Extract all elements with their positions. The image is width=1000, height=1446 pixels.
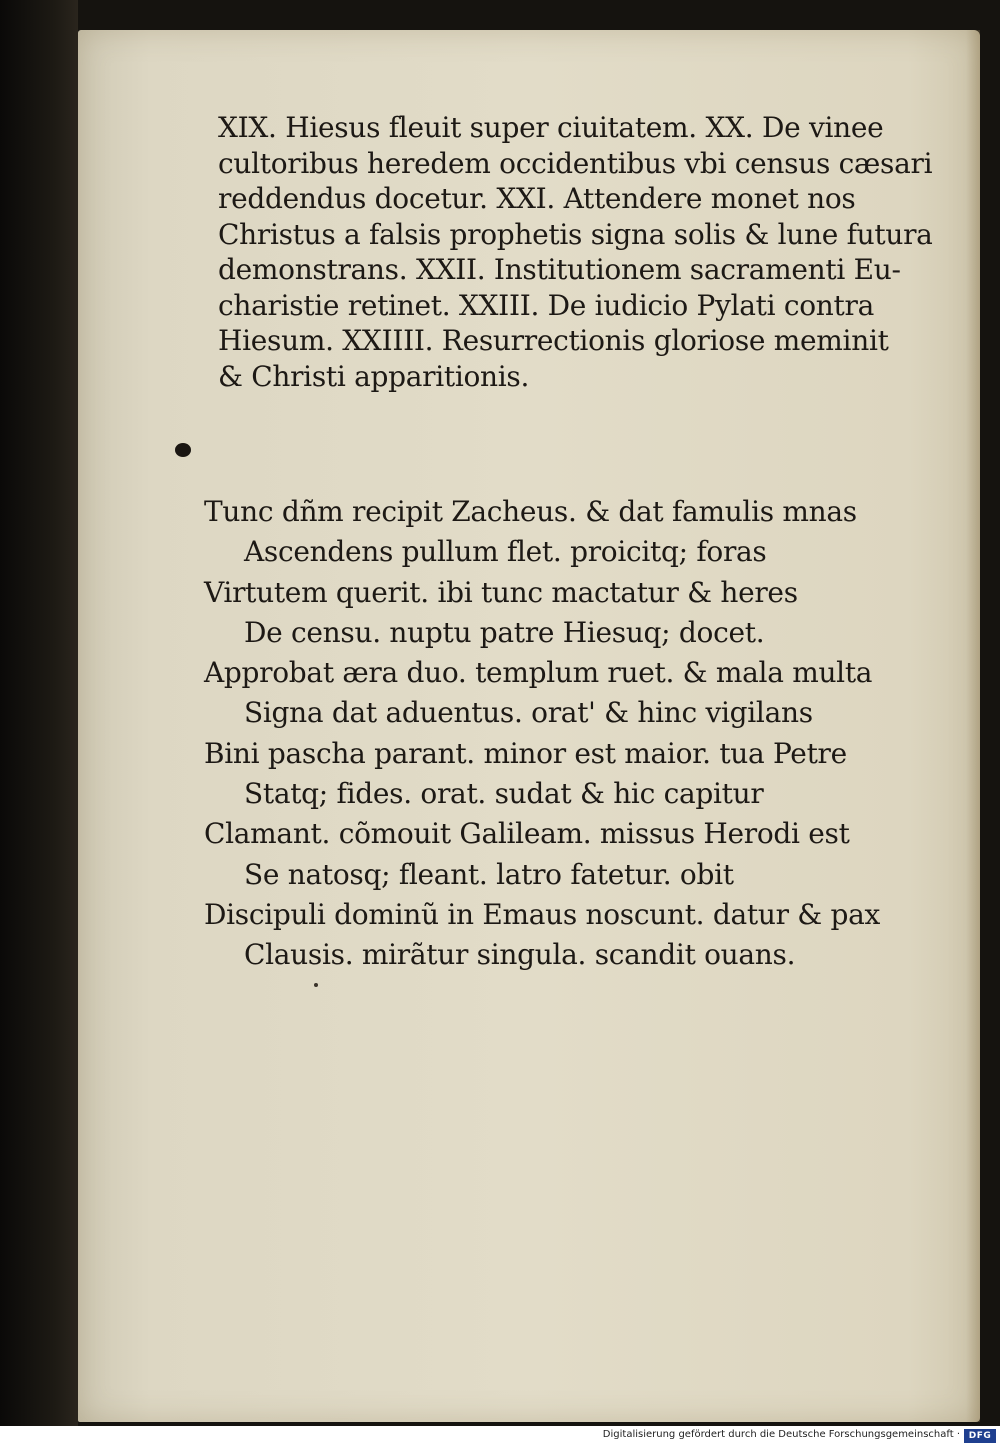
book-page — [78, 30, 980, 1422]
chapter-summary — [218, 110, 933, 394]
summary-line: Hiesum. XXIIII. Resurrectionis gloriose meminit — [218, 324, 889, 357]
verse-line: Clamant. cõmouit Galileam. missus Herodi est — [204, 817, 850, 851]
verse-line: Discipuli dominũ in Emaus noscunt. datur & pax — [204, 897, 880, 931]
verse-block — [204, 492, 964, 976]
verse-line: Clausis. mirãtur singula. scandit ouans. — [244, 938, 796, 972]
funding-credit: Digitalisierung gefördert durch die Deutsche Forschungsgemeinschaft · — [602, 1429, 960, 1440]
summary-line: XIX. Hiesus fleuit super ciuitatem. XX. De vinee — [218, 111, 884, 144]
summary-line: charistie retinet. XXIII. De iudicio Pylati contra — [218, 288, 874, 322]
verse-line: Se natosq; fleant. latro fatetur. obit — [244, 857, 734, 891]
verse-line: De censu. nuptu patre Hiesuq; docet. — [244, 615, 765, 649]
paragraph-bullet-mark — [175, 443, 191, 457]
verse-line: Tunc dñm recipit Zacheus. & dat famulis mnas — [204, 495, 857, 528]
verse-line: Ascendens pullum flet. proicitq; foras — [244, 535, 767, 569]
verse-line: Signa dat aduentus. orat' & hinc vigilans — [244, 696, 813, 730]
verse-line: Bini pascha parant. minor est maior. tua Petre — [204, 736, 847, 770]
verse-line: Approbat æra duo. templum ruet. & mala multa — [204, 656, 873, 690]
verse-line: Statq; fides. orat. sudat & hic capitur — [244, 777, 764, 811]
summary-line: Christus a falsis prophetis signa solis & lune futura — [218, 217, 933, 251]
summary-line: reddendus docetur. XXI. Attendere monet nos — [218, 182, 856, 215]
summary-line: demonstrans. XXII. Institutionem sacramenti Eu- — [218, 253, 901, 286]
digitization-footer — [0, 1426, 1000, 1446]
ink-speck — [314, 983, 318, 987]
summary-line: & Christi apparitionis. — [218, 359, 530, 393]
page-edge-shading — [966, 30, 980, 1422]
book-spine-shadow — [0, 0, 78, 1426]
verse-line: Virtutem querit. ibi tunc mactatur & heres — [204, 575, 798, 609]
summary-line: cultoribus heredem occidentibus vbi census cæsari — [218, 146, 933, 180]
dfg-logo: DFG — [964, 1429, 996, 1443]
